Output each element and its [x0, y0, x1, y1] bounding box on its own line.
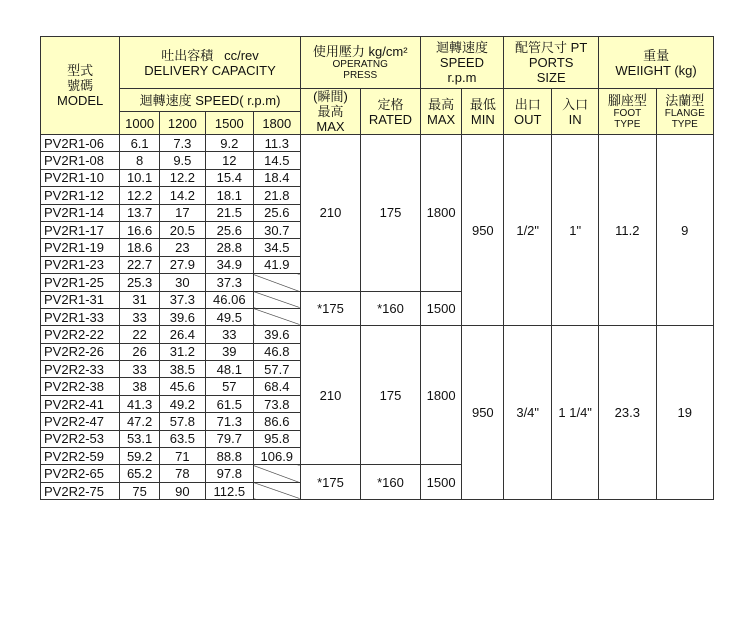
- pressure-header: [300, 37, 420, 89]
- capacity-cell: 18.4: [253, 169, 300, 186]
- model-cell: PV2R2-26: [41, 343, 120, 360]
- weight-flange-en2: TYPE: [671, 119, 698, 130]
- port-out-en: OUT: [513, 111, 542, 127]
- model-cell: PV2R1-08: [41, 152, 120, 169]
- model-cell: PV2R2-22: [41, 326, 120, 343]
- speed-min-header: [462, 89, 504, 135]
- capacity-cell: 39.6: [159, 308, 205, 325]
- g1-max-pressure: 210: [300, 135, 361, 292]
- model-cell: PV2R1-14: [41, 204, 120, 221]
- model-cell: PV2R2-53: [41, 430, 120, 447]
- speed-header-en: SPEED: [439, 55, 484, 70]
- delivery-header: [120, 37, 300, 89]
- speed-min-en: MIN: [470, 111, 495, 127]
- capacity-cell: 57.8: [159, 413, 205, 430]
- speed-header-zh: 迴轉速度: [435, 40, 488, 55]
- capacity-cell: 49.5: [205, 308, 253, 325]
- capacity-cell: 18.6: [120, 239, 160, 256]
- weight-flange-header: [656, 89, 713, 135]
- port-in-header: [552, 89, 599, 135]
- capacity-cell: 33: [120, 361, 160, 378]
- capacity-cell: 9.5: [159, 152, 205, 169]
- capacity-cell: 71: [159, 448, 205, 465]
- model-cell: PV2R1-25: [41, 274, 120, 291]
- model-cell: PV2R1-33: [41, 308, 120, 325]
- model-cell: PV2R2-59: [41, 448, 120, 465]
- speed-max-zh: 最高: [428, 96, 455, 112]
- weight-header-en: WEIIGHT (kg): [615, 62, 697, 78]
- g1-weight-flange: 9: [656, 135, 713, 326]
- weight-foot-en2: TYPE: [614, 119, 641, 130]
- capacity-cell: 34.9: [205, 256, 253, 273]
- capacity-cell: 73.8: [253, 395, 300, 412]
- g1-rated-pressure: 175: [361, 135, 420, 292]
- capacity-cell: 63.5: [159, 430, 205, 447]
- g1-max-speed-b: 1500: [420, 291, 462, 326]
- capacity-cell: 79.7: [205, 430, 253, 447]
- g2-weight-foot: 23.3: [599, 326, 656, 500]
- model-cell: PV2R2-41: [41, 395, 120, 412]
- weight-header-zh: 重量: [643, 47, 670, 63]
- capacity-cell: 30.7: [253, 221, 300, 238]
- model-cell: PV2R1-19: [41, 239, 120, 256]
- capacity-cell: 61.5: [205, 395, 253, 412]
- model-cell: PV2R1-10: [41, 169, 120, 186]
- capacity-cell: 8: [120, 152, 160, 169]
- na-cell: [253, 274, 300, 291]
- g1-max-pressure-b: *175: [300, 291, 361, 326]
- capacity-cell: 20.5: [159, 221, 205, 238]
- capacity-cell: 41.3: [120, 395, 160, 412]
- capacity-cell: 26: [120, 343, 160, 360]
- pressure-max-header: [300, 89, 361, 135]
- model-cell: PV2R1-12: [41, 187, 120, 204]
- model-cell: PV2R1-17: [41, 221, 120, 238]
- speed-max-en: MAX: [427, 111, 456, 127]
- model-cell: PV2R1-31: [41, 291, 120, 308]
- weight-foot-zh: 腳座型: [607, 93, 647, 108]
- capacity-cell: 21.5: [205, 204, 253, 221]
- weight-flange-en1: FLANGE: [664, 108, 705, 119]
- model-cell: PV2R1-23: [41, 256, 120, 273]
- pressure-max-zh2: 最高: [317, 104, 344, 119]
- pressure-max-en: MAX: [316, 119, 345, 134]
- ports-header-en1: PORTS: [528, 55, 574, 70]
- capacity-cell: 97.8: [205, 465, 253, 482]
- capacity-cell: 7.3: [159, 135, 205, 152]
- weight-flange-zh: 法蘭型: [665, 93, 705, 108]
- capacity-cell: 23: [159, 239, 205, 256]
- delivery-header-zh: 吐出容積: [161, 47, 214, 63]
- capacity-cell: 27.9: [159, 256, 205, 273]
- g2-port-out: 3/4": [504, 326, 552, 500]
- capacity-cell: 39: [205, 343, 253, 360]
- pressure-header-zh: 使用壓力 kg/cm²: [312, 44, 408, 59]
- speed-1800-header: 1800: [253, 112, 300, 135]
- pressure-rated-en: RATED: [368, 111, 413, 127]
- capacity-cell: 22.7: [120, 256, 160, 273]
- capacity-cell: 6.1: [120, 135, 160, 152]
- speed-header-unit: r.p.m: [447, 70, 477, 85]
- capacity-cell: 41.9: [253, 256, 300, 273]
- capacity-cell: 46.8: [253, 343, 300, 360]
- na-cell: [253, 291, 300, 308]
- g1-rated-pressure-b: *160: [361, 291, 420, 326]
- model-header-zh1: 型式: [67, 63, 94, 78]
- delivery-header-unit: cc/rev: [224, 47, 259, 63]
- model-cell: PV2R2-47: [41, 413, 120, 430]
- capacity-cell: 68.4: [253, 378, 300, 395]
- capacity-cell: 33: [205, 326, 253, 343]
- capacity-cell: 38.5: [159, 361, 205, 378]
- capacity-cell: 38: [120, 378, 160, 395]
- capacity-cell: 78: [159, 465, 205, 482]
- capacity-cell: 15.4: [205, 169, 253, 186]
- g1-max-speed: 1800: [420, 135, 462, 292]
- capacity-cell: 13.7: [120, 204, 160, 221]
- g1-weight-foot: 11.2: [599, 135, 656, 326]
- model-header-en: MODEL: [57, 93, 104, 108]
- na-cell: [253, 482, 300, 499]
- capacity-cell: 90: [159, 482, 205, 499]
- capacity-cell: 25.6: [253, 204, 300, 221]
- capacity-cell: 14.2: [159, 187, 205, 204]
- g2-max-speed-b: 1500: [420, 465, 462, 500]
- g2-max-pressure-b: *175: [300, 465, 361, 500]
- na-cell: [253, 465, 300, 482]
- capacity-cell: 53.1: [120, 430, 160, 447]
- pressure-header-en1: OPERATNG: [332, 59, 388, 70]
- capacity-cell: 48.1: [205, 361, 253, 378]
- capacity-cell: 39.6: [253, 326, 300, 343]
- capacity-cell: 28.8: [205, 239, 253, 256]
- capacity-cell: 59.2: [120, 448, 160, 465]
- capacity-cell: 16.6: [120, 221, 160, 238]
- table-row: [41, 135, 714, 152]
- speed-rpm-header: 迴轉速度 SPEED( r.p.m): [120, 89, 300, 112]
- speed-1200-header: 1200: [159, 112, 205, 135]
- port-out-zh: 出口: [514, 96, 541, 112]
- capacity-cell: 33: [120, 308, 160, 325]
- model-cell: PV2R2-38: [41, 378, 120, 395]
- g1-port-in: 1": [552, 135, 599, 326]
- capacity-cell: 26.4: [159, 326, 205, 343]
- delivery-header-en: DELIVERY CAPACITY: [144, 62, 276, 78]
- capacity-cell: 9.2: [205, 135, 253, 152]
- g1-port-out: 1/2": [504, 135, 552, 326]
- speed-max-header: [420, 89, 462, 135]
- capacity-cell: 17: [159, 204, 205, 221]
- capacity-cell: 65.2: [120, 465, 160, 482]
- capacity-cell: 75: [120, 482, 160, 499]
- ports-header: [504, 37, 599, 89]
- g2-max-speed: 1800: [420, 326, 462, 465]
- speed-1000-header: 1000: [120, 112, 160, 135]
- capacity-cell: 45.6: [159, 378, 205, 395]
- model-cell: PV2R2-33: [41, 361, 120, 378]
- capacity-cell: 95.8: [253, 430, 300, 447]
- capacity-cell: 34.5: [253, 239, 300, 256]
- g2-min-speed: 950: [462, 326, 504, 500]
- ports-header-zh: 配管尺寸 PT: [515, 40, 588, 55]
- capacity-cell: 49.2: [159, 395, 205, 412]
- speed-min-zh: 最低: [469, 96, 496, 112]
- pressure-max-zh: (瞬間): [313, 89, 348, 104]
- pump-spec-table: [40, 36, 714, 500]
- weight-foot-en1: FOOT: [613, 108, 642, 119]
- capacity-cell: 37.3: [205, 274, 253, 291]
- pressure-header-en2: PRESS: [343, 70, 378, 81]
- capacity-cell: 31.2: [159, 343, 205, 360]
- capacity-cell: 57.7: [253, 361, 300, 378]
- g2-rated-pressure: 175: [361, 326, 420, 465]
- capacity-cell: 25.3: [120, 274, 160, 291]
- model-cell: PV2R2-75: [41, 482, 120, 499]
- model-cell: PV2R2-65: [41, 465, 120, 482]
- ports-header-en2: SIZE: [536, 70, 566, 85]
- model-cell: PV2R1-06: [41, 135, 120, 152]
- capacity-cell: 22: [120, 326, 160, 343]
- model-header-zh2: 號碼: [67, 78, 94, 93]
- na-cell: [253, 308, 300, 325]
- capacity-cell: 31: [120, 291, 160, 308]
- capacity-cell: 46.06: [205, 291, 253, 308]
- capacity-cell: 12: [205, 152, 253, 169]
- capacity-cell: 21.8: [253, 187, 300, 204]
- capacity-cell: 57: [205, 378, 253, 395]
- g2-weight-flange: 19: [656, 326, 713, 500]
- pressure-rated-zh: 定格: [377, 96, 404, 112]
- g1-min-speed: 950: [462, 135, 504, 326]
- speed-header: [420, 37, 503, 89]
- capacity-cell: 10.1: [120, 169, 160, 186]
- speed-1500-header: 1500: [205, 112, 253, 135]
- pressure-rated-header: [361, 89, 420, 135]
- capacity-cell: 71.3: [205, 413, 253, 430]
- capacity-cell: 18.1: [205, 187, 253, 204]
- table-row: [41, 326, 714, 343]
- weight-header: [599, 37, 714, 89]
- g2-port-in: 1 1/4": [552, 326, 599, 500]
- capacity-cell: 12.2: [120, 187, 160, 204]
- capacity-cell: 106.9: [253, 448, 300, 465]
- capacity-cell: 47.2: [120, 413, 160, 430]
- weight-foot-header: [599, 89, 656, 135]
- capacity-cell: 25.6: [205, 221, 253, 238]
- capacity-cell: 12.2: [159, 169, 205, 186]
- port-in-en: IN: [568, 111, 582, 127]
- capacity-cell: 37.3: [159, 291, 205, 308]
- model-header: [41, 37, 120, 135]
- capacity-cell: 86.6: [253, 413, 300, 430]
- capacity-cell: 88.8: [205, 448, 253, 465]
- port-in-zh: 入口: [562, 96, 589, 112]
- port-out-header: [504, 89, 552, 135]
- g2-max-pressure: 210: [300, 326, 361, 465]
- capacity-cell: 11.3: [253, 135, 300, 152]
- capacity-cell: 30: [159, 274, 205, 291]
- capacity-cell: 14.5: [253, 152, 300, 169]
- g2-rated-pressure-b: *160: [361, 465, 420, 500]
- capacity-cell: 112.5: [205, 482, 253, 499]
